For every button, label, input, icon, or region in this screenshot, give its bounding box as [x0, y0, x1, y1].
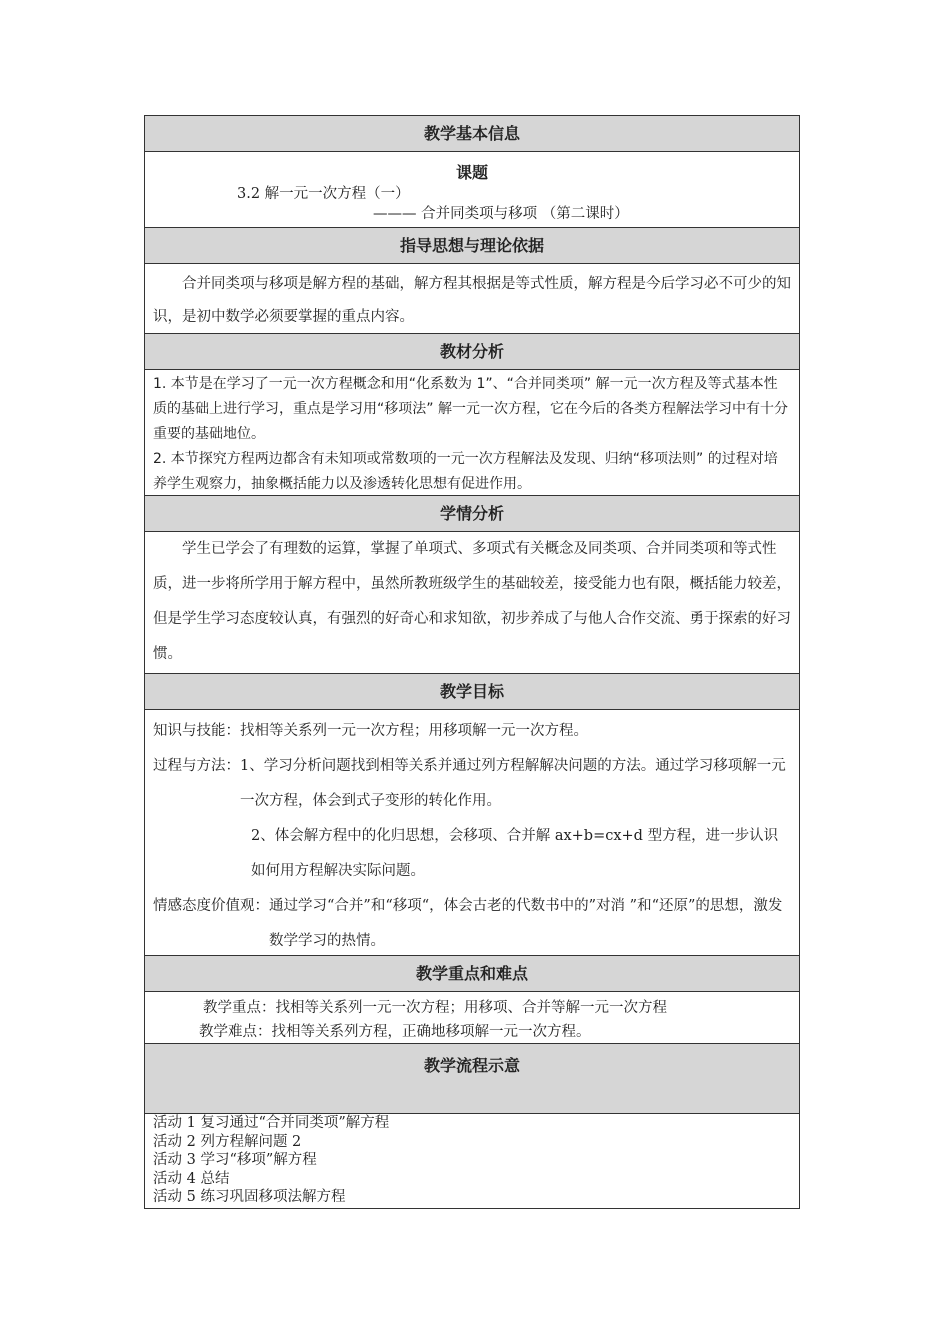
- students-header: 学情分析: [145, 496, 799, 532]
- students-section: [145, 532, 799, 674]
- goals-process-label: 过程与方法：: [153, 758, 240, 774]
- guiding-section: [145, 264, 799, 334]
- textbook-paragraph-1: 1. 本节是在学习了一元一次方程概念和用“化系数为 1”、“合并同类项” 解一元一次方程及等式基本性质的基础上进行学习，重点是学习用“移项法” 解一元一次方程，它在今后的各类方程解法学习中有十分重要的基础地位。: [153, 376, 788, 442]
- goals-header: 教学目标: [145, 674, 799, 710]
- topic-subtitle: ——— 合并同类项与移项 （第二课时）: [373, 206, 629, 222]
- goals-emotion-text: 通过学习“合并”和“移项“，体会古老的代数书中的”对消 ”和“还原”的思想，激发数学学习的热情。: [269, 898, 783, 949]
- textbook-header: 教材分析: [145, 334, 799, 370]
- goals-knowledge: 知识与技能：找相等关系列一元一次方程；用移项解一元一次方程。: [153, 723, 588, 739]
- topic-label: 课题: [455, 163, 488, 182]
- flow-item: 活动 2 列方程解问题 2: [153, 1133, 302, 1150]
- goals-process-1: 1、学习分析问题找到相等关系并通过列方程解解决问题的方法。通过学习移项解一元一次方程，体会到式子变形的转化作用。: [240, 758, 786, 809]
- flow-header: 教学流程示意: [145, 1044, 799, 1114]
- textbook-section: [145, 370, 799, 496]
- topic-section: [145, 152, 799, 228]
- keypoints-section: [145, 992, 799, 1044]
- topic-title: 3.2 解一元一次方程（一）: [237, 186, 410, 202]
- students-text: 学生已学会了有理数的运算，掌握了单项式、多项式有关概念及同类项、合并同类项和等式性质，进一步将所学用于解方程中，虽然所教班级学生的基础较差，接受能力也有限，概括能力较差，但是学生学习态度较认真，有强烈的好奇心和求知欲，初步养成了与他人合作交流、勇于探索的好习惯。: [153, 541, 791, 662]
- goals-process: [153, 749, 791, 819]
- flow-item: 活动 5 练习巩固移项法解方程: [153, 1189, 346, 1205]
- flow-item: 活动 4 总结: [153, 1170, 230, 1187]
- goals-section: [145, 710, 799, 956]
- key-point: 教学重点：找相等关系列一元一次方程；用移项、合并等解一元一次方程: [203, 1000, 667, 1016]
- guiding-text: 合并同类项与移项是解方程的基础，解方程其根据是等式性质，解方程是今后学习必不可少的知识，是初中数学必须要掌握的重点内容。: [153, 276, 791, 325]
- flow-section: [145, 1114, 799, 1208]
- flow-item: 活动 1 复习通过“合并同类项”解方程: [153, 1115, 390, 1131]
- goals-emotion: [153, 889, 791, 959]
- textbook-paragraph-2: 2. 本节探究方程两边都含有未知项或常数项的一元一次方程解法及发现、归纳“移项法则” 的过程对培养学生观察力，抽象概括能力以及渗透转化思想有促进作用。: [153, 451, 778, 492]
- difficult-point: 教学难点：找相等关系列方程，正确地移项解一元一次方程。: [199, 1024, 591, 1040]
- keypoints-header: 教学重点和难点: [145, 956, 799, 992]
- flow-item: 活动 3 学习“移项”解方程: [153, 1152, 317, 1168]
- goals-emotion-label: 情感态度价值观：: [153, 898, 269, 914]
- lesson-plan-table: [144, 115, 800, 1209]
- guiding-header: 指导思想与理论依据: [145, 228, 799, 264]
- basic-info-header: 教学基本信息: [145, 116, 799, 152]
- goals-process-2: 2、体会解方程中的化归思想，会移项、合并解 ax+b=cx+d 型方程，进一步认识如何用方程解决实际问题。: [251, 828, 779, 879]
